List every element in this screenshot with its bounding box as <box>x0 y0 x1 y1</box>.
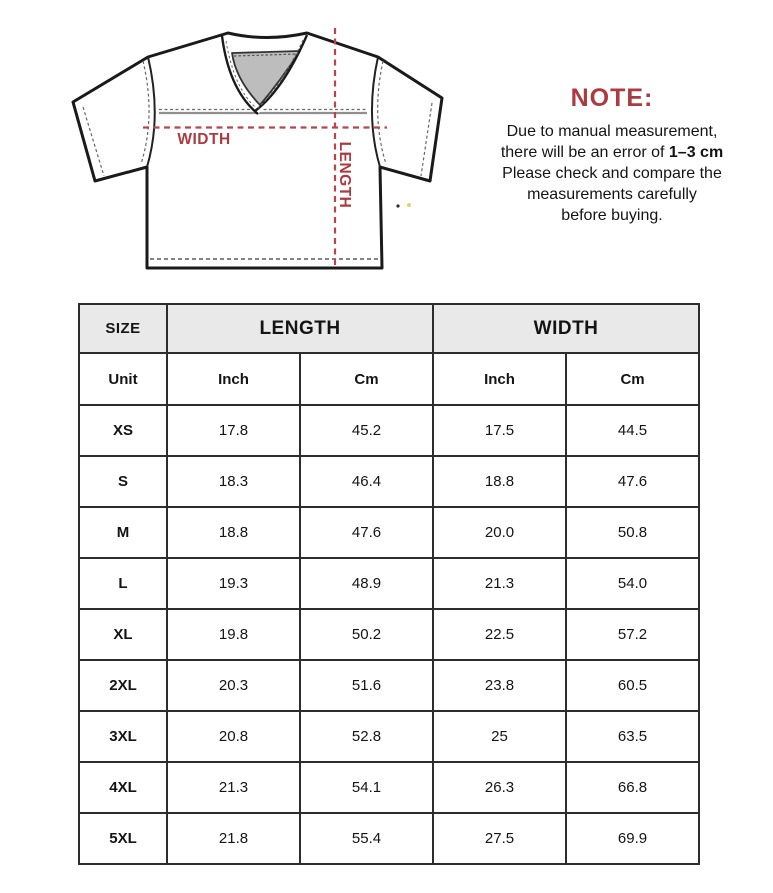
size-label: 2XL <box>79 660 167 711</box>
width-inch-header: Inch <box>433 353 566 405</box>
measure-value: 17.5 <box>433 405 566 456</box>
table-row <box>79 507 699 558</box>
size-table <box>78 303 700 865</box>
measure-value: 47.6 <box>566 456 699 507</box>
shirt-diagram-svg <box>50 8 460 288</box>
table-row <box>79 762 699 813</box>
measure-value: 50.2 <box>300 609 433 660</box>
note-error-range: 1–3 cm <box>668 144 724 161</box>
table-row <box>79 456 699 507</box>
length-inch-header: Inch <box>167 353 300 405</box>
note-line: Please check and compare the <box>502 165 722 182</box>
measure-value: 54.1 <box>300 762 433 813</box>
measure-value: 20.8 <box>167 711 300 762</box>
note-title: NOTE: <box>570 84 654 112</box>
measure-value: 23.8 <box>433 660 566 711</box>
length-column-header: LENGTH <box>167 304 433 353</box>
note-line: there will be an error of 1–3 cm <box>500 144 724 161</box>
width-column-header: WIDTH <box>433 304 699 353</box>
shirt-diagram <box>50 8 460 288</box>
measure-value: 66.8 <box>566 762 699 813</box>
speck-yellow <box>407 203 411 207</box>
measure-value: 20.0 <box>433 507 566 558</box>
speck-dark <box>396 204 399 207</box>
size-label: L <box>79 558 167 609</box>
measure-value: 50.8 <box>566 507 699 558</box>
measure-value: 25 <box>433 711 566 762</box>
size-label: XL <box>79 609 167 660</box>
measure-value: 63.5 <box>566 711 699 762</box>
measure-value: 48.9 <box>300 558 433 609</box>
measure-value: 18.8 <box>433 456 566 507</box>
table-row <box>79 660 699 711</box>
measure-value: 26.3 <box>433 762 566 813</box>
measure-value: 27.5 <box>433 813 566 864</box>
table-row <box>79 609 699 660</box>
measure-value: 45.2 <box>300 405 433 456</box>
measure-value: 60.5 <box>566 660 699 711</box>
measure-value: 52.8 <box>300 711 433 762</box>
size-column-header: SIZE <box>79 304 167 353</box>
measure-value: 18.8 <box>167 507 300 558</box>
size-label: S <box>79 456 167 507</box>
unit-label: Unit <box>79 353 167 405</box>
size-label: M <box>79 507 167 558</box>
measure-value: 21.8 <box>167 813 300 864</box>
note-panel <box>462 84 762 226</box>
measure-value: 69.9 <box>566 813 699 864</box>
measure-value: 47.6 <box>300 507 433 558</box>
note-line: Due to manual measurement, <box>506 123 718 140</box>
width-cm-header: Cm <box>566 353 699 405</box>
table-row <box>79 813 699 864</box>
note-line: measurements carefully <box>527 186 697 203</box>
measure-value: 57.2 <box>566 609 699 660</box>
size-label: XS <box>79 405 167 456</box>
table-row <box>79 558 699 609</box>
measure-value: 51.6 <box>300 660 433 711</box>
length-cm-header: Cm <box>300 353 433 405</box>
note-line: before buying. <box>561 207 663 224</box>
measure-value: 20.3 <box>167 660 300 711</box>
measure-value: 54.0 <box>566 558 699 609</box>
measure-value: 21.3 <box>167 762 300 813</box>
width-measure-label: WIDTH <box>177 131 231 148</box>
table-row <box>79 711 699 762</box>
unit-row <box>79 353 699 405</box>
measure-value: 21.3 <box>433 558 566 609</box>
measure-value: 55.4 <box>300 813 433 864</box>
note-body <box>462 121 762 226</box>
size-label: 5XL <box>79 813 167 864</box>
measure-value: 46.4 <box>300 456 433 507</box>
table-row <box>79 405 699 456</box>
table-header-row <box>79 304 699 353</box>
length-measure-label: LENGTH <box>336 141 353 209</box>
measure-value: 22.5 <box>433 609 566 660</box>
size-label: 3XL <box>79 711 167 762</box>
size-label: 4XL <box>79 762 167 813</box>
measure-value: 19.8 <box>167 609 300 660</box>
measure-value: 17.8 <box>167 405 300 456</box>
measure-value: 18.3 <box>167 456 300 507</box>
measure-value: 19.3 <box>167 558 300 609</box>
measure-value: 44.5 <box>566 405 699 456</box>
